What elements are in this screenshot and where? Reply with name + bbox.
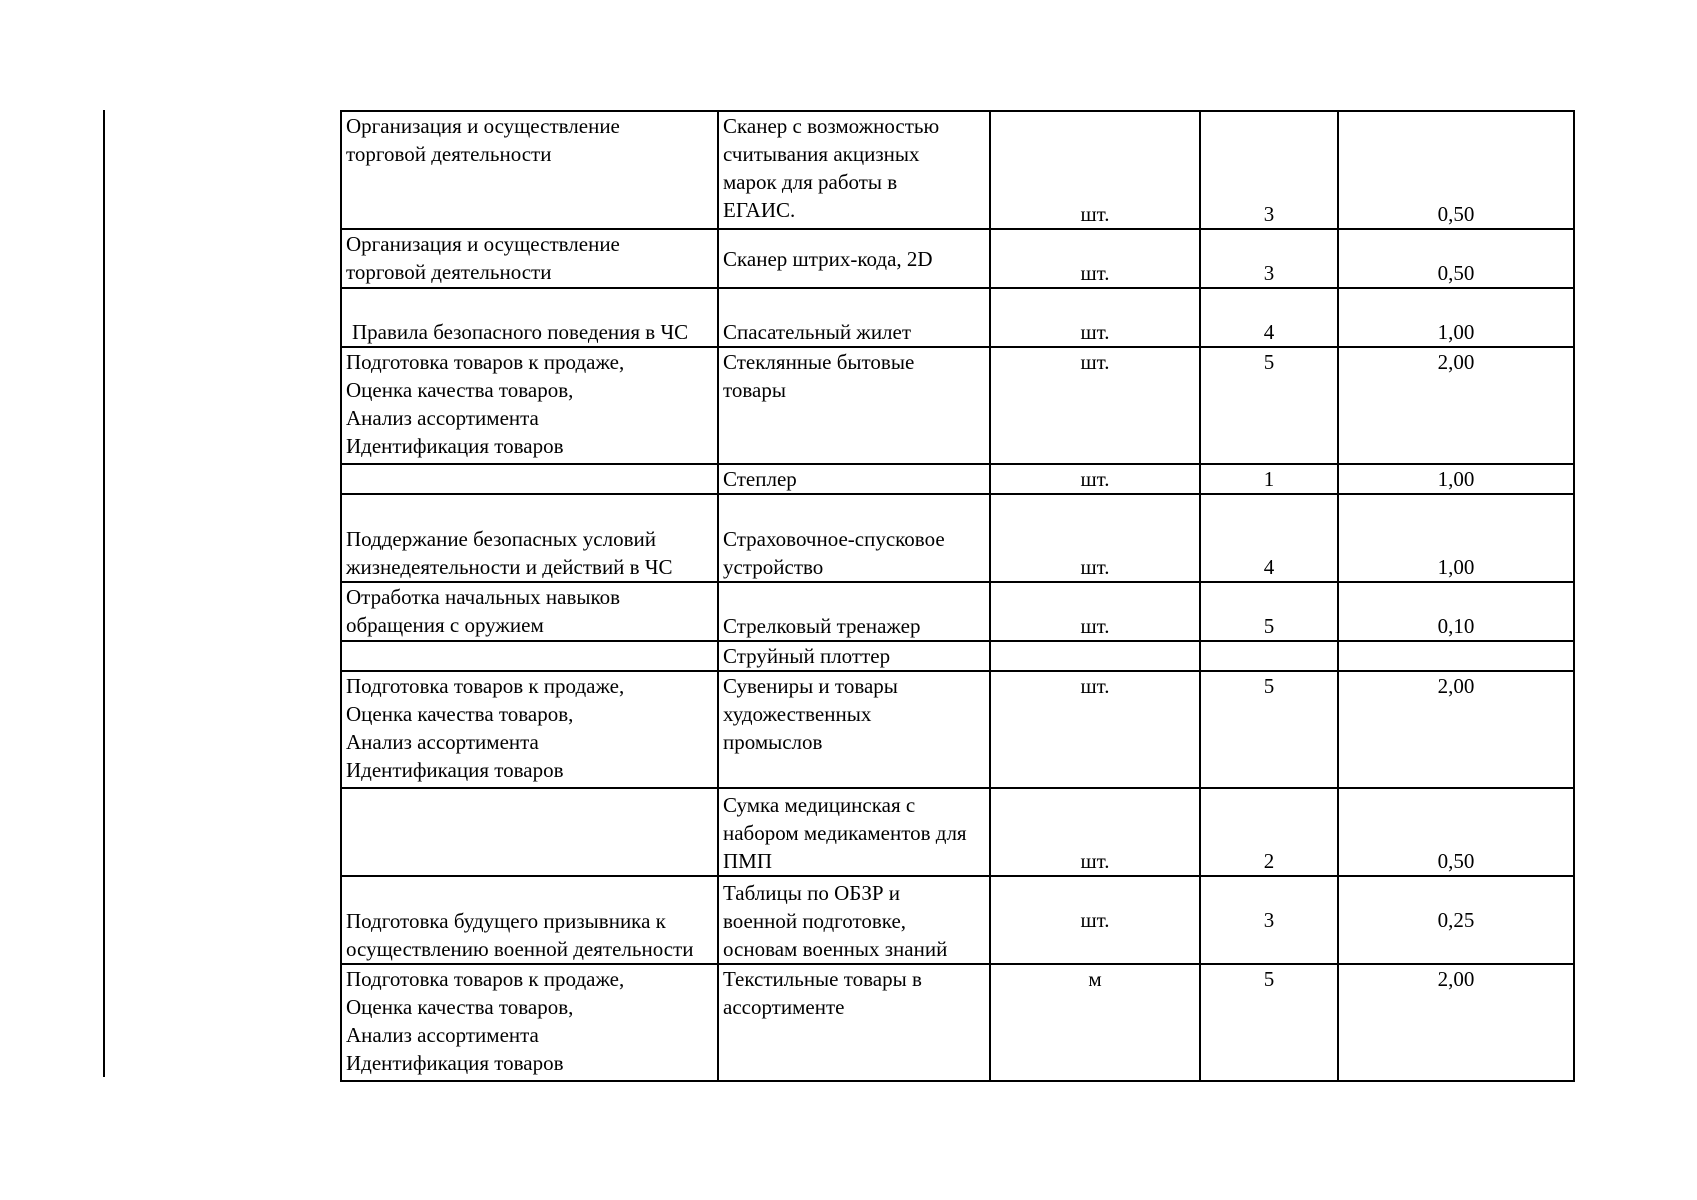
quantity-cell: 3	[1200, 229, 1338, 288]
quantity-cell: 3	[1200, 876, 1338, 964]
topic-text: Организация и осуществление торговой деятельности	[346, 232, 620, 284]
item-text: Стрелковый тренажер	[723, 614, 921, 638]
item-text: Текстильные товары в ассортименте	[723, 967, 922, 1019]
unit-cell: м	[990, 964, 1200, 1081]
topic-cell	[341, 229, 718, 288]
item-cell	[718, 641, 990, 671]
coefficient-cell: 2,00	[1338, 671, 1574, 788]
quantity-cell: 4	[1200, 494, 1338, 582]
item-cell	[718, 671, 990, 788]
item-cell	[718, 964, 990, 1081]
topic-cell	[341, 788, 718, 876]
topic-cell	[341, 582, 718, 641]
item-cell	[718, 464, 990, 494]
unit-cell: шт.	[990, 671, 1200, 788]
topic-cell	[341, 347, 718, 464]
table-row	[341, 582, 1574, 641]
unit-cell: шт.	[990, 494, 1200, 582]
quantity-cell: 1	[1200, 464, 1338, 494]
item-text: Сканер с возможностью считывания акцизных марок для работы в ЕГАИС.	[723, 114, 940, 222]
item-cell	[718, 347, 990, 464]
table-row	[341, 788, 1574, 876]
quantity-cell: 4	[1200, 288, 1338, 347]
unit-cell: шт.	[990, 288, 1200, 347]
quantity-cell: 3	[1200, 111, 1338, 229]
table-row	[341, 494, 1574, 582]
table-row	[341, 347, 1574, 464]
item-text: Сувениры и товары художественных промыслов	[723, 674, 898, 754]
table-row	[341, 964, 1574, 1081]
quantity-cell: 2	[1200, 788, 1338, 876]
page-margin-line	[103, 110, 105, 1077]
coefficient-cell: 0,50	[1338, 229, 1574, 288]
unit-cell: шт.	[990, 347, 1200, 464]
item-cell	[718, 582, 990, 641]
quantity-cell	[1200, 641, 1338, 671]
coefficient-cell: 1,00	[1338, 494, 1574, 582]
table-row	[341, 641, 1574, 671]
item-cell	[718, 111, 990, 229]
quantity-cell: 5	[1200, 582, 1338, 641]
topic-cell	[341, 288, 718, 347]
topic-text: Подготовка будущего призывника к осуществлению военной деятельности	[346, 909, 694, 961]
item-cell	[718, 288, 990, 347]
unit-cell: шт.	[990, 229, 1200, 288]
topic-text: Подготовка товаров к продаже, Оценка качества товаров, Анализ ассортимента Идентификация товаров	[346, 350, 625, 458]
coefficient-cell: 2,00	[1338, 964, 1574, 1081]
table-row	[341, 229, 1574, 288]
item-text: Стеклянные бытовые товары	[723, 350, 915, 402]
quantity-cell: 5	[1200, 671, 1338, 788]
topic-text: Подготовка товаров к продаже, Оценка качества товаров, Анализ ассортимента Идентификация товаров	[346, 967, 625, 1075]
coefficient-cell	[1338, 641, 1574, 671]
topic-cell	[341, 641, 718, 671]
topic-cell	[341, 464, 718, 494]
quantity-cell: 5	[1200, 964, 1338, 1081]
table-row	[341, 111, 1574, 229]
coefficient-cell: 0,50	[1338, 111, 1574, 229]
item-text: Сумка медицинская с набором медикаментов для ПМП	[723, 793, 967, 873]
item-cell	[718, 876, 990, 964]
equipment-table	[340, 110, 1575, 1082]
unit-cell: шт.	[990, 788, 1200, 876]
topic-text: Отработка начальных навыков обращения с оружием	[346, 585, 621, 637]
table-row	[341, 464, 1574, 494]
table-row	[341, 671, 1574, 788]
item-cell	[718, 494, 990, 582]
item-text: Спасательный жилет	[723, 320, 912, 344]
item-text: Степлер	[723, 467, 797, 491]
item-text: Таблицы по ОБЗР и военной подготовке, основам военных знаний	[723, 881, 948, 961]
unit-cell: шт.	[990, 876, 1200, 964]
item-cell	[718, 788, 990, 876]
topic-text: Поддержание безопасных условий жизнедеятельности и действий в ЧС	[346, 527, 673, 579]
unit-cell: шт.	[990, 111, 1200, 229]
item-cell	[718, 229, 990, 288]
topic-cell	[341, 671, 718, 788]
topic-cell	[341, 964, 718, 1081]
topic-text: Подготовка товаров к продаже, Оценка качества товаров, Анализ ассортимента Идентификация товаров	[346, 674, 625, 782]
coefficient-cell: 0,10	[1338, 582, 1574, 641]
coefficient-cell: 1,00	[1338, 288, 1574, 347]
topic-text: Организация и осуществление торговой деятельности	[346, 114, 620, 166]
unit-cell: шт.	[990, 464, 1200, 494]
topic-cell	[341, 876, 718, 964]
table-row	[341, 288, 1574, 347]
item-text: Страховочное-спусковое устройство	[723, 527, 945, 579]
item-text: Сканер штрих-кода, 2D	[723, 246, 933, 271]
unit-cell: шт.	[990, 582, 1200, 641]
item-text: Струйный плоттер	[723, 644, 891, 668]
coefficient-cell: 1,00	[1338, 464, 1574, 494]
coefficient-cell: 2,00	[1338, 347, 1574, 464]
topic-text: Правила безопасного поведения в ЧС	[352, 320, 689, 344]
topic-cell	[341, 494, 718, 582]
quantity-cell: 5	[1200, 347, 1338, 464]
table-row	[341, 876, 1574, 964]
coefficient-cell: 0,25	[1338, 876, 1574, 964]
unit-cell	[990, 641, 1200, 671]
topic-cell	[341, 111, 718, 229]
coefficient-cell: 0,50	[1338, 788, 1574, 876]
